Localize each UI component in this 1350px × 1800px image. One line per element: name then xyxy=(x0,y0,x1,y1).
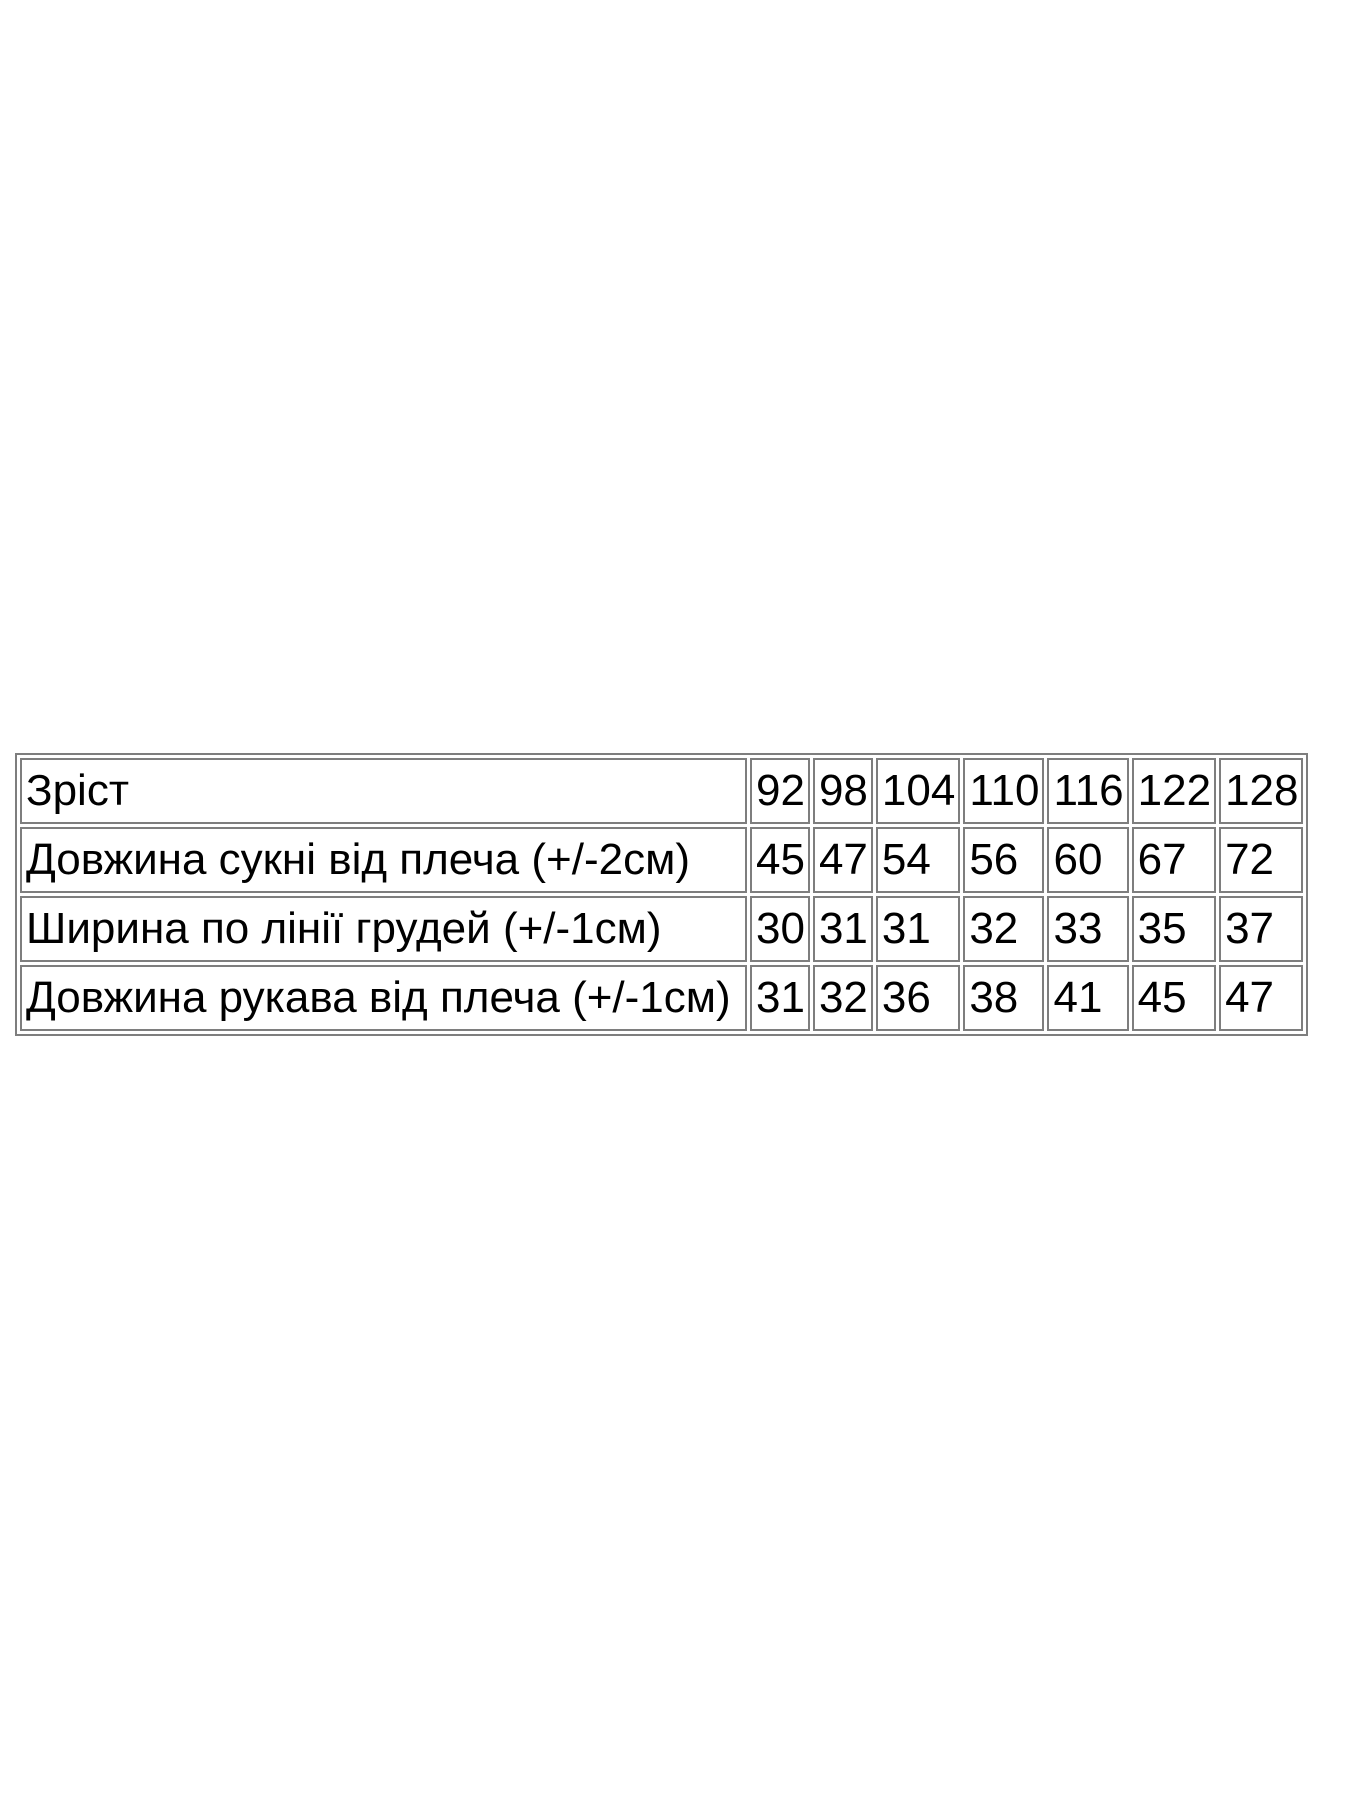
sleeve-length-value-cell: 31 xyxy=(750,965,810,1031)
dress-length-value-cell: 47 xyxy=(813,827,873,893)
size-chart-table xyxy=(15,753,1308,1036)
table-row-chest-width xyxy=(20,896,1303,962)
height-value-cell: 92 xyxy=(750,758,810,824)
height-value-cell: 110 xyxy=(963,758,1044,824)
height-value-cell: 122 xyxy=(1132,758,1216,824)
dress-length-value-cell: 60 xyxy=(1047,827,1128,893)
row-label-sleeve-length: Довжина рукава від плеча (+/-1см) xyxy=(20,965,747,1031)
height-value-cell: 116 xyxy=(1047,758,1128,824)
size-chart xyxy=(15,753,1308,1036)
row-label-height: Зріст xyxy=(20,758,747,824)
chest-width-value-cell: 30 xyxy=(750,896,810,962)
sleeve-length-value-cell: 36 xyxy=(876,965,960,1031)
chest-width-value-cell: 33 xyxy=(1047,896,1128,962)
chest-width-value-cell: 31 xyxy=(813,896,873,962)
table-row-sleeve-length xyxy=(20,965,1303,1031)
dress-length-value-cell: 72 xyxy=(1219,827,1303,893)
dress-length-value-cell: 54 xyxy=(876,827,960,893)
sleeve-length-value-cell: 45 xyxy=(1132,965,1216,1031)
chest-width-value-cell: 32 xyxy=(963,896,1044,962)
dress-length-value-cell: 45 xyxy=(750,827,810,893)
height-value-cell: 104 xyxy=(876,758,960,824)
sleeve-length-value-cell: 41 xyxy=(1047,965,1128,1031)
row-label-dress-length: Довжина сукні від плеча (+/-2см) xyxy=(20,827,747,893)
table-row-dress-length xyxy=(20,827,1303,893)
dress-length-value-cell: 56 xyxy=(963,827,1044,893)
chest-width-value-cell: 35 xyxy=(1132,896,1216,962)
height-value-cell: 98 xyxy=(813,758,873,824)
chest-width-value-cell: 31 xyxy=(876,896,960,962)
height-value-cell: 128 xyxy=(1219,758,1303,824)
row-label-chest-width: Ширина по лінії грудей (+/-1см) xyxy=(20,896,747,962)
chest-width-value-cell: 37 xyxy=(1219,896,1303,962)
sleeve-length-value-cell: 47 xyxy=(1219,965,1303,1031)
table-row-height xyxy=(20,758,1303,824)
sleeve-length-value-cell: 32 xyxy=(813,965,873,1031)
dress-length-value-cell: 67 xyxy=(1132,827,1216,893)
sleeve-length-value-cell: 38 xyxy=(963,965,1044,1031)
